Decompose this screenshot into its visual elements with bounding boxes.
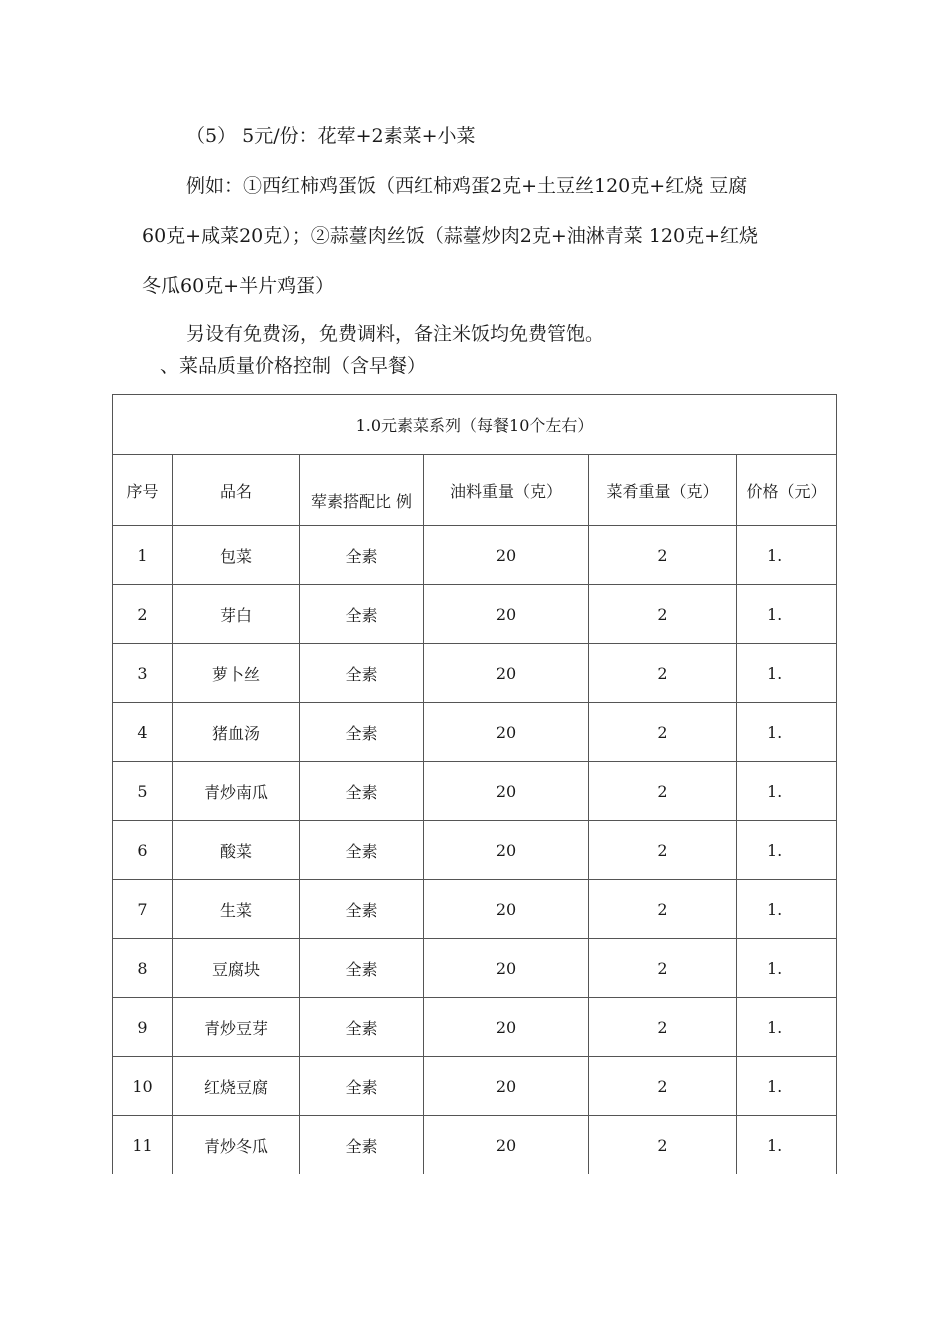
table-row xyxy=(113,644,837,703)
vegetable-dish-table xyxy=(112,394,837,1174)
cell-price: 1. xyxy=(737,703,837,762)
cell-price: 1. xyxy=(737,1116,837,1175)
column-header-price: 价格（元） xyxy=(737,455,837,526)
cell-ratio: 全素 xyxy=(300,821,424,880)
table-row xyxy=(113,762,837,821)
cell-price: 1. xyxy=(737,998,837,1057)
cell-name: 猪血汤 xyxy=(173,703,300,762)
cell-name: 包菜 xyxy=(173,526,300,585)
column-header-no: 序号 xyxy=(113,455,173,526)
cell-weight: 2 xyxy=(589,526,737,585)
cell-name: 青炒豆芽 xyxy=(173,998,300,1057)
cell-ratio: 全素 xyxy=(300,703,424,762)
cell-oil: 20 xyxy=(424,1116,589,1175)
section-heading: 、菜品质量价格控制（含早餐） xyxy=(160,355,427,377)
table-row xyxy=(113,880,837,939)
cell-name: 芽白 xyxy=(173,585,300,644)
cell-no: 5 xyxy=(113,762,173,821)
cell-weight: 2 xyxy=(589,1057,737,1116)
cell-name: 萝卜丝 xyxy=(173,644,300,703)
table-title: 1.0元素菜系列（每餐10个左右） xyxy=(113,395,837,455)
cell-oil: 20 xyxy=(424,526,589,585)
cell-no: 6 xyxy=(113,821,173,880)
table-row xyxy=(113,526,837,585)
example-line: 60克+咸菜20克）；②蒜薹肉丝饭（蒜薹炒肉2克+油淋青菜 120克+红烧 xyxy=(142,225,759,247)
cell-no: 4 xyxy=(113,703,173,762)
cell-name: 生菜 xyxy=(173,880,300,939)
cell-weight: 2 xyxy=(589,998,737,1057)
cell-price: 1. xyxy=(737,526,837,585)
cell-price: 1. xyxy=(737,821,837,880)
table-row xyxy=(113,1116,837,1175)
example-line: 例如：①西红柿鸡蛋饭（西红柿鸡蛋2克+土豆丝120克+红烧 豆腐 xyxy=(186,175,748,197)
cell-oil: 20 xyxy=(424,585,589,644)
cell-name: 青炒南瓜 xyxy=(173,762,300,821)
cell-weight: 2 xyxy=(589,762,737,821)
column-header-ratio: 荤素搭配比 例 xyxy=(300,455,424,526)
cell-ratio: 全素 xyxy=(300,998,424,1057)
cell-ratio: 全素 xyxy=(300,644,424,703)
cell-no: 7 xyxy=(113,880,173,939)
cell-name: 豆腐块 xyxy=(173,939,300,998)
cell-ratio: 全素 xyxy=(300,1116,424,1175)
cell-weight: 2 xyxy=(589,880,737,939)
cell-oil: 20 xyxy=(424,644,589,703)
cell-ratio: 全素 xyxy=(300,585,424,644)
cell-no: 2 xyxy=(113,585,173,644)
cell-name: 青炒冬瓜 xyxy=(173,1116,300,1175)
cell-price: 1. xyxy=(737,1057,837,1116)
cell-weight: 2 xyxy=(589,821,737,880)
cell-price: 1. xyxy=(737,644,837,703)
cell-weight: 2 xyxy=(589,1116,737,1175)
cell-no: 1 xyxy=(113,526,173,585)
cell-ratio: 全素 xyxy=(300,1057,424,1116)
column-header-name: 品名 xyxy=(173,455,300,526)
cell-weight: 2 xyxy=(589,703,737,762)
cell-no: 11 xyxy=(113,1116,173,1175)
cell-price: 1. xyxy=(737,585,837,644)
cell-oil: 20 xyxy=(424,998,589,1057)
cell-no: 10 xyxy=(113,1057,173,1116)
cell-no: 3 xyxy=(113,644,173,703)
cell-oil: 20 xyxy=(424,880,589,939)
cell-oil: 20 xyxy=(424,821,589,880)
table-row xyxy=(113,939,837,998)
cell-oil: 20 xyxy=(424,1057,589,1116)
table-row xyxy=(113,821,837,880)
table-row xyxy=(113,703,837,762)
cell-oil: 20 xyxy=(424,703,589,762)
cell-ratio: 全素 xyxy=(300,526,424,585)
cell-price: 1. xyxy=(737,762,837,821)
menu-option-5: （5） 5元/份：花荤+2素菜+小菜 xyxy=(186,125,476,147)
cell-price: 1. xyxy=(737,880,837,939)
table-row xyxy=(113,1057,837,1116)
cell-no: 9 xyxy=(113,998,173,1057)
table-row xyxy=(113,585,837,644)
cell-ratio: 全素 xyxy=(300,939,424,998)
cell-weight: 2 xyxy=(589,644,737,703)
cell-price: 1. xyxy=(737,939,837,998)
table-row xyxy=(113,998,837,1057)
cell-oil: 20 xyxy=(424,762,589,821)
cell-name: 红烧豆腐 xyxy=(173,1057,300,1116)
column-header-weight: 菜肴重量（克） xyxy=(589,455,737,526)
cell-ratio: 全素 xyxy=(300,880,424,939)
cell-name: 酸菜 xyxy=(173,821,300,880)
example-line: 冬瓜60克+半片鸡蛋） xyxy=(142,275,335,297)
column-header-oil: 油料重量（克） xyxy=(424,455,589,526)
cell-weight: 2 xyxy=(589,939,737,998)
free-items-note: 另设有免费汤，免费调料，备注米饭均免费管饱。 xyxy=(186,323,605,345)
cell-oil: 20 xyxy=(424,939,589,998)
cell-ratio: 全素 xyxy=(300,762,424,821)
cell-no: 8 xyxy=(113,939,173,998)
cell-weight: 2 xyxy=(589,585,737,644)
